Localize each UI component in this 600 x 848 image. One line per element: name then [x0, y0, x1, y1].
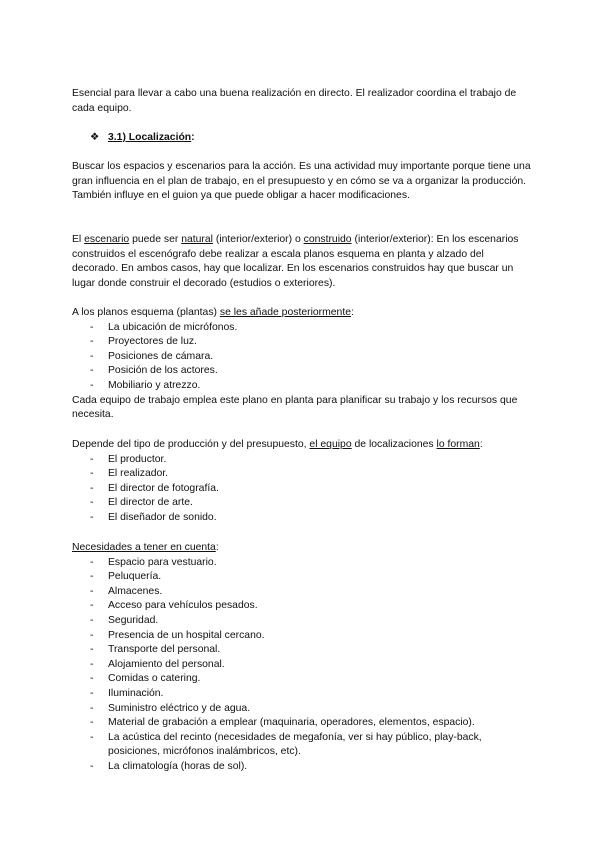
list-item: - Mobiliario y atrezzo.: [72, 379, 532, 394]
list-item: - El director de fotografía.: [72, 482, 532, 497]
list-item: - Transporte del personal.: [72, 643, 532, 658]
equipo-section: [72, 438, 532, 526]
paragraph-buscar-text: Buscar los espacios y escenarios para la acción. Es una actividad muy importante porque tiene una gran influencia en el plan de trabajo, en el presupuesto y en cómo se va a organizar la producción. También influye en el guion ya que puede obligar a hacer modificaciones.: [72, 161, 531, 202]
text-run: (interior/exterior): En los escenarios construidos el escenógrafo debe realizar a escala planos esquema en planta y alzado del decorado. En ambos casos, hay que localizar. En los escenarios construidos hay que buscar un lugar donde construir el decorado (estudios o exteriores).: [72, 234, 519, 289]
list-item: - Presencia de un hospital cercano.: [72, 629, 532, 644]
paragraph-escenario-text: [72, 233, 532, 291]
section-title: 3.1) Localización: [108, 132, 192, 143]
planos-after-text: Cada equipo de trabajo emplea este plano en planta para planificar su trabajo y los recursos que necesita.: [72, 394, 518, 421]
equipo-list: [72, 453, 532, 526]
list-item: - Posición de los actores.: [72, 364, 532, 379]
text-run: de localizaciones: [351, 439, 437, 450]
planos-lead: [72, 306, 532, 321]
paragraph-buscar: [72, 160, 532, 204]
list-item: - Material de grabación a emplear (maquinaria, operadores, elementos, espacio).: [72, 716, 532, 731]
intro-text: Esencial para llevar a cabo una buena realización en directo. El realizador coordina el trabajo de cada equipo.: [72, 88, 517, 114]
list-item: - La ubicación de micrófonos.: [72, 321, 532, 336]
term-natural: natural: [181, 234, 213, 245]
section-heading: [90, 131, 195, 146]
list-item: - Comidas o catering.: [72, 672, 532, 687]
term-escenario: escenario: [84, 234, 130, 245]
list-item: - Peluquería.: [72, 570, 532, 585]
list-item: - Espacio para vestuario.: [72, 556, 532, 571]
necesidades-section: [72, 541, 532, 775]
list-item: - El director de arte.: [72, 496, 532, 511]
necesidades-lead: [72, 541, 532, 556]
text-run: El: [72, 234, 85, 245]
list-item: - Proyectores de luz.: [72, 335, 532, 350]
planos-section: [72, 306, 532, 423]
list-item: - Alojamiento del personal.: [72, 658, 532, 673]
list-item: - Acceso para vehículos pesados.: [72, 599, 532, 614]
section-title-colon: :: [191, 132, 195, 143]
necesidades-list: [72, 556, 532, 775]
list-item: - La acústica del recinto (necesidades de megafonía, ver si hay público, play-back, posiciones, micrófonos inalámbricos, etc).: [72, 731, 532, 760]
list-item: - Suministro eléctrico y de agua.: [72, 702, 532, 717]
list-item: - La climatología (horas de sol).: [72, 760, 532, 775]
text-run: A los planos esquema (plantas): [72, 307, 220, 318]
text-run: :: [479, 439, 483, 450]
text-run: :: [215, 542, 219, 553]
term-lo-forman: lo forman: [436, 439, 480, 450]
planos-list: [72, 321, 532, 394]
text-run: puede ser: [129, 234, 182, 245]
list-item: - Posiciones de cámara.: [72, 350, 532, 365]
equipo-lead: [72, 438, 532, 453]
term-construido: construido: [303, 234, 352, 245]
intro-paragraph: [72, 87, 532, 116]
list-item: - Iluminación.: [72, 687, 532, 702]
text-run: Depende del tipo de producción y del presupuesto,: [72, 439, 310, 450]
list-item: - El realizador.: [72, 467, 532, 482]
diamond-bullet-icon: ❖: [90, 132, 100, 143]
text-run: :: [351, 307, 354, 318]
paragraph-escenario: [72, 233, 532, 291]
term-posteriormente: se les añade posteriormente: [219, 307, 351, 318]
term-el-equipo: el equipo: [309, 439, 352, 450]
list-item: - Almacenes.: [72, 585, 532, 600]
term-necesidades: Necesidades a tener en cuenta: [72, 542, 216, 553]
list-item: - Seguridad.: [72, 614, 532, 629]
text-run: (interior/exterior) o: [212, 234, 304, 245]
list-item: - El productor.: [72, 453, 532, 468]
list-item: - El diseñador de sonido.: [72, 511, 532, 526]
